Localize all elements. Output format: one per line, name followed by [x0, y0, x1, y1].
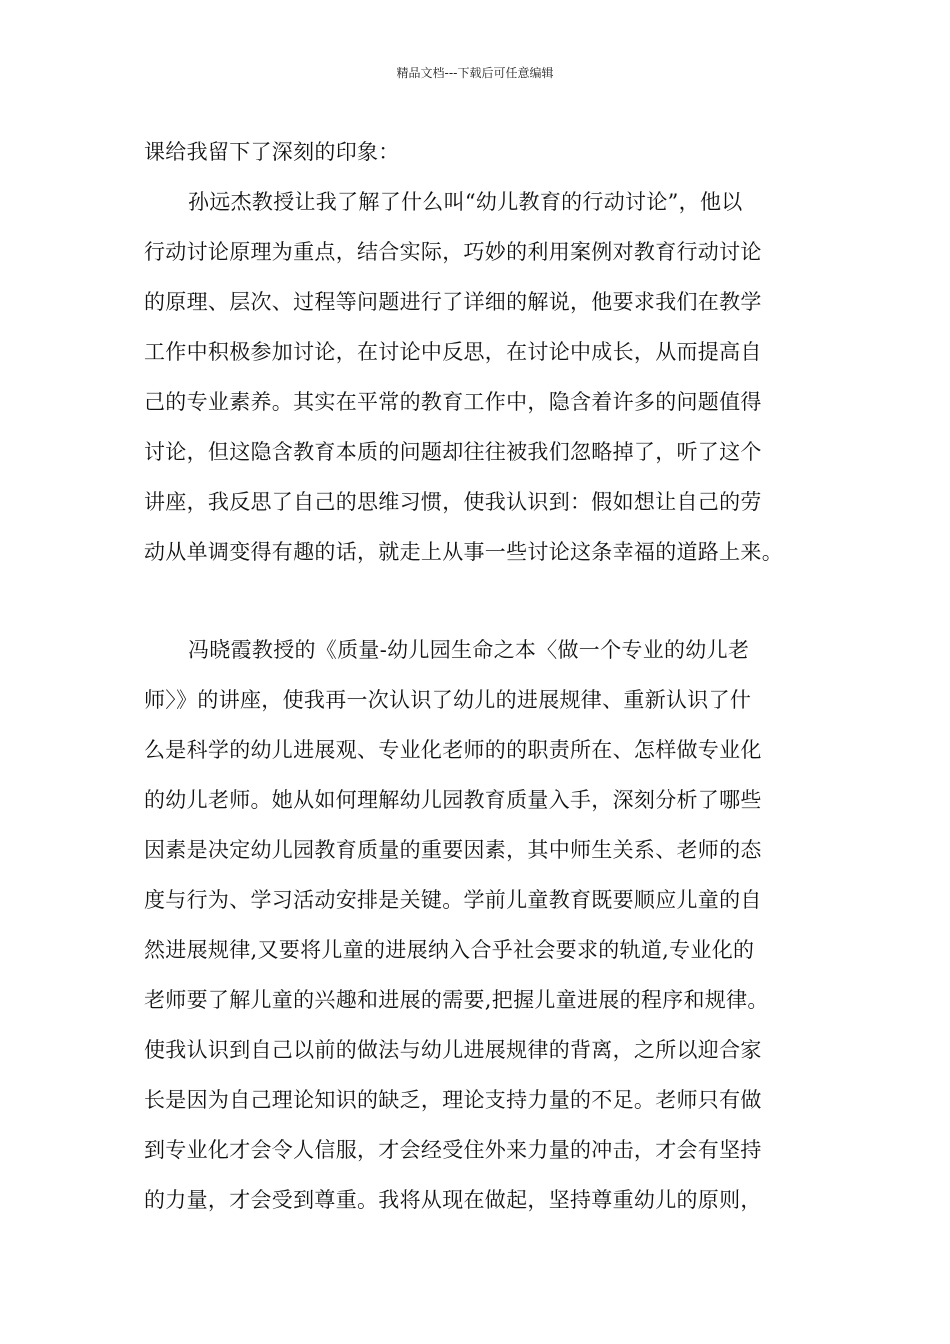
text-line: 动从单调变得有趣的话，就走上从事一些讨论这条幸福的道路上来。 — [144, 540, 783, 564]
text-line: 的幼儿老师。她从如何理解幼儿园教育质量入手，深刻分析了哪些 — [144, 788, 762, 812]
text-line: 的原理、层次、过程等问题进行了详细的解说，他要求我们在教学 — [144, 290, 762, 314]
text-line: 师〉》的讲座，使我再一次认识了幼儿的进展规律、重新认识了什 — [144, 688, 752, 712]
text-line: 己的专业素养。其实在平常的教育工作中，隐含着许多的问题值得 — [144, 390, 762, 414]
text-line: 度与行为、学习活动安排是关键。学前儿童教育既要顺应儿童的自 — [144, 888, 762, 912]
text-line: 老师要了解儿童的兴趣和进展的需要,把握儿童进展的程序和规律。 — [144, 988, 769, 1012]
text-line: 课给我留下了深刻的印象： — [144, 140, 400, 164]
text-line: 么是科学的幼儿进展观、专业化老师的的职责所在、怎样做专业化 — [144, 738, 762, 762]
text-line: 长是因为自己理论知识的缺乏，理论支持力量的不足。老师只有做 — [144, 1088, 762, 1112]
body-text-bottom — [144, 625, 814, 1225]
text-line: 讲座，我反思了自己的思维习惯，使我认识到：假如想让自己的劳 — [144, 490, 762, 514]
text-line: 使我认识到自己以前的做法与幼儿进展规律的背离，之所以迎合家 — [144, 1038, 762, 1062]
text-line: 因素是决定幼儿园教育质量的重要因素，其中师生关系、老师的态 — [144, 838, 762, 862]
text-line: 到专业化才会令人信服，才会经受住外来力量的冲击，才会有坚持 — [144, 1138, 762, 1162]
text-line: 行动讨论原理为重点，结合实际，巧妙的利用案例对教育行动讨论 — [144, 240, 762, 264]
text-line: 的力量，才会受到尊重。我将从现在做起，坚持尊重幼儿的原则， — [144, 1188, 762, 1212]
text-line: 然进展规律,又要将儿童的进展纳入合乎社会要求的轨道,专业化的 — [144, 938, 755, 962]
body-text-top — [144, 127, 814, 577]
text-line: 冯晓霞教授的《质量-幼儿园生命之本〈做一个专业的幼儿老 — [188, 638, 750, 662]
text-line: 工作中积极参加讨论，在讨论中反思，在讨论中成长，从而提高自 — [144, 340, 762, 364]
page-header: 精品文档---下载后可任意编辑 — [396, 66, 554, 80]
text-line: 孙远杰教授让我了解了什么叫“幼儿教育的行动讨论”，他以 — [188, 190, 743, 214]
text-line: 讨论，但这隐含教育本质的问题却往往被我们忽略掉了，听了这个 — [144, 440, 762, 464]
